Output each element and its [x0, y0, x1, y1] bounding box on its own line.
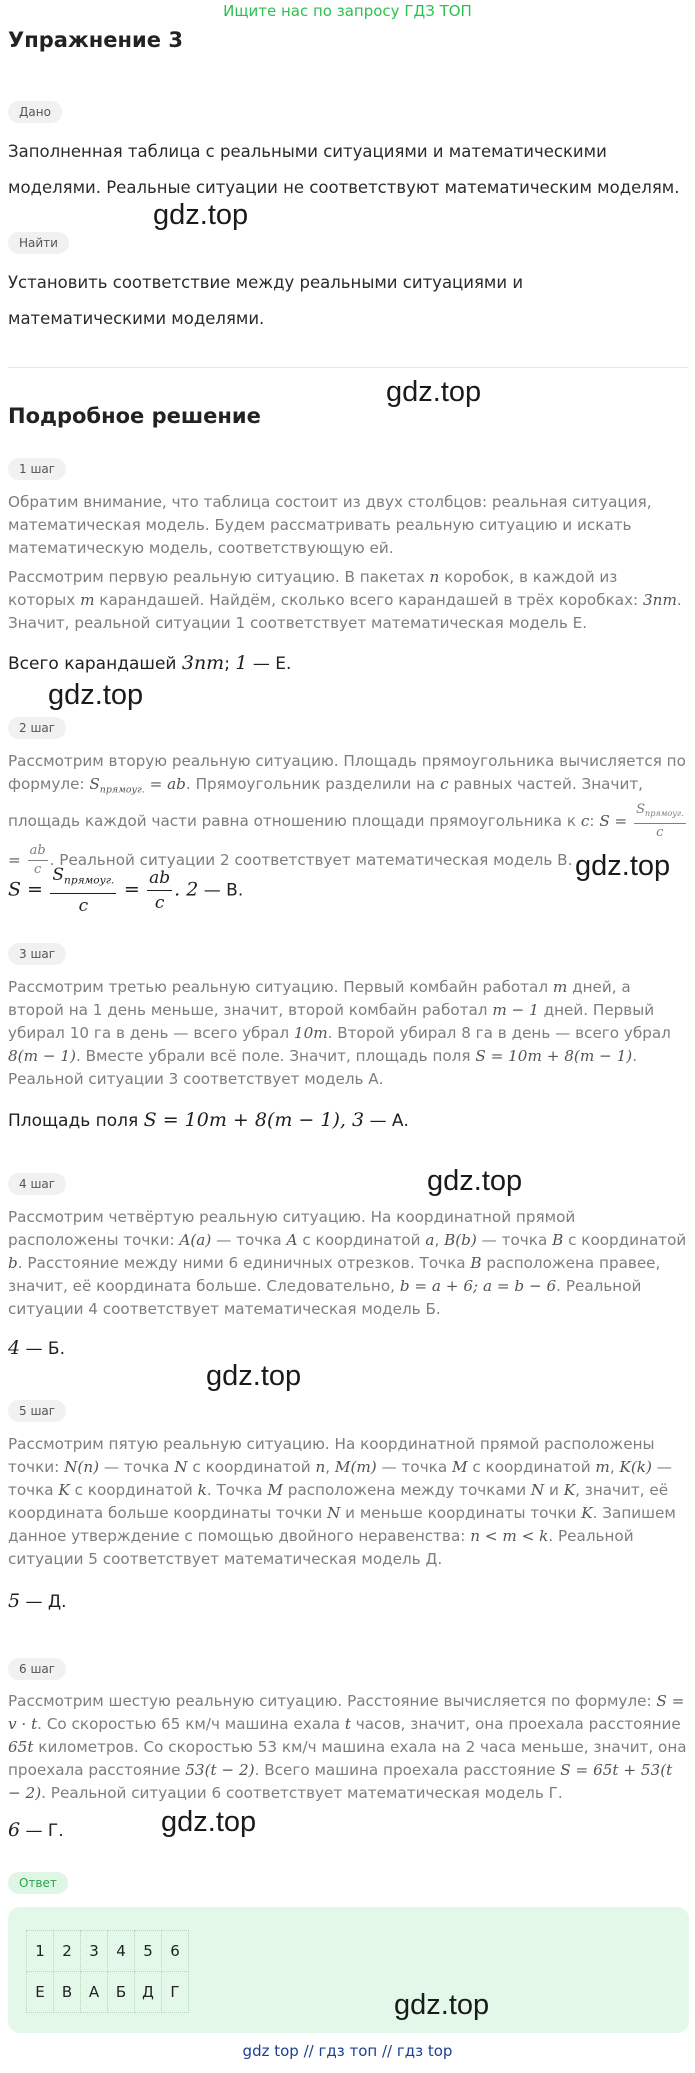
- link-gdz-top-ru[interactable]: гдз топ: [318, 2042, 378, 2060]
- answer-cell: А: [81, 1972, 108, 2013]
- answer-table: [26, 1930, 189, 2013]
- answer-cell: Б: [108, 1972, 135, 2013]
- watermark: gdz.top: [575, 850, 671, 882]
- step-3-result: Площадь поля S = 10m + 8(m − 1), 3 — А.: [8, 1109, 409, 1131]
- answer-chip: Ответ: [8, 1872, 68, 1894]
- step-chip: 2 шаг: [8, 717, 66, 739]
- watermark: gdz.top: [161, 1806, 257, 1838]
- step-chip: 1 шаг: [8, 458, 66, 480]
- given-chip: Дано: [8, 101, 62, 123]
- link-gdz-top[interactable]: gdz top: [242, 2042, 299, 2060]
- answer-cell: 2: [54, 1931, 81, 1972]
- step-chip: 5 шаг: [8, 1400, 66, 1422]
- watermark: gdz.top: [48, 679, 144, 711]
- solution-title: Подробное решение: [8, 404, 261, 428]
- bottom-links: [0, 2042, 695, 2060]
- answer-cell: В: [54, 1972, 81, 2013]
- find-text: Установить соответствие между реальными ситуациями и математическими моделями.: [8, 273, 524, 328]
- given-text: Заполненная таблица с реальными ситуациями и математическими моделями. Реальные ситуации не соответствуют математическим моделям.: [8, 142, 680, 197]
- answer-cell: 3: [81, 1931, 108, 1972]
- step-chip: 4 шаг: [8, 1173, 66, 1195]
- answer-letters-row: [27, 1972, 189, 2013]
- step-3-text: Рассмотрим третью реальную ситуацию. Первый комбайн работал m дней, а второй на 1 день меньше, значит, второй комбайн работал m − 1 дней. Первый убирал 10 га в день — всего убрал 10m. Второй убирал 8 га в день — всего убрал 8(m − 1). Вместе убрали всё поле. Значит, площадь поля S = 10m + 8(m − 1). Реальной ситуации 3 соответствует модель А.: [8, 978, 671, 1088]
- step-1-text: Рассмотрим первую реальную ситуацию. В пакетах n коробок, в каждой из которых m карандашей. Найдём, сколько всего карандашей в трёх коробках: 3nm. Значит, реальной ситуации 1 соответствует математическая модель Е.: [8, 568, 682, 632]
- step-2-result: S = $\frac{S_{прямоуг.}}{c}$ = $\frac{ab}{c}$ . 2 — В.: [8, 865, 244, 916]
- watermark: gdz.top: [386, 376, 482, 408]
- answer-cell: 4: [108, 1931, 135, 1972]
- step-1-result: Всего карандашей 3nm; 1 — Е.: [8, 652, 292, 674]
- answer-cell: Д: [135, 1972, 162, 2013]
- answer-cell: Г: [162, 1972, 189, 2013]
- step-chip: 6 шаг: [8, 1658, 66, 1680]
- watermark: gdz.top: [206, 1360, 302, 1392]
- link-separator: //: [303, 2042, 314, 2060]
- divider: [8, 367, 688, 368]
- step-6-text: Рассмотрим шестую реальную ситуацию. Расстояние вычисляется по формуле: S = v · t. Со скоростью 65 км/ч машина ехала t часов, значит, она проехала расстояние 65t километров. Со скоростью 53 км/ч машина ехала на 2 часа меньше, значит, она проехала расстояние 53(t − 2). Всего машина проехала расстояние S = 65t + 53(t − 2). Реальной ситуации 6 соответствует математическая модель Г.: [8, 1692, 687, 1802]
- answer-cell: 1: [27, 1931, 54, 1972]
- top-banner[interactable]: Ищите нас по запросу ГДЗ ТОП: [223, 2, 472, 20]
- watermark: gdz.top: [394, 1989, 490, 2021]
- step-chip: 3 шаг: [8, 943, 66, 965]
- step-4-text: Рассмотрим четвёртую реальную ситуацию. На координатной прямой расположены точки: A(a) — точка A с координатой a, B(b) — точка B с координатой b. Расстояние между ними 6 единичных отрезков. Точка B расположена правее, значит, её координата больше. Следовательно, b = a + 6; a = b − 6. Реальной ситуации 4 соответствует математическая модель Б.: [8, 1208, 687, 1318]
- answer-numbers-row: [27, 1931, 189, 1972]
- step-2-text: Рассмотрим вторую реальную ситуацию. Площадь прямоугольника вычисляется по формуле: $S_{прямоуг.}$ = ab. Прямоугольник разделили на c равных частей. Значит, площадь каждой части равна отношению площади прямоугольника к c: S = $\frac{S_{прямоуг.}}{c}$ = $\frac{ab}{c}$ . Реальной ситуации 2 соответствует математическая модель В.: [8, 752, 686, 878]
- watermark: gdz.top: [427, 1165, 523, 1197]
- step-5-result: 5 — Д.: [8, 1590, 67, 1612]
- link-gdz-top-mixed[interactable]: гдз top: [396, 2042, 453, 2060]
- watermark: gdz.top: [153, 199, 249, 231]
- step-6-result: 6 — Г.: [8, 1819, 64, 1841]
- step-4-result: 4 — Б.: [8, 1337, 65, 1359]
- find-chip: Найти: [8, 232, 69, 254]
- answer-cell: Е: [27, 1972, 54, 2013]
- answer-cell: 6: [162, 1931, 189, 1972]
- step-5-text: Рассмотрим пятую реальную ситуацию. На координатной прямой расположены точки: N(n) — точка N с координатой n, M(m) — точка M с координатой m, K(k) — точка K с координатой k. Точка M расположена между точками N и K, значит, её координата больше координаты точки N и меньше координаты точки K. Запишем данное утверждение с помощью двойного неравенства: n < m < k. Реальной ситуации 5 соответствует математическая модель Д.: [8, 1435, 676, 1568]
- link-separator: //: [381, 2042, 393, 2060]
- answer-cell: 5: [135, 1931, 162, 1972]
- page-title: Упражнение 3: [8, 28, 183, 52]
- step-1-text: Обратим внимание, что таблица состоит из двух столбцов: реальная ситуация, математическая модель. Будем рассматривать реальную ситуацию и искать математическую модель, соответствующую ей.: [8, 493, 652, 557]
